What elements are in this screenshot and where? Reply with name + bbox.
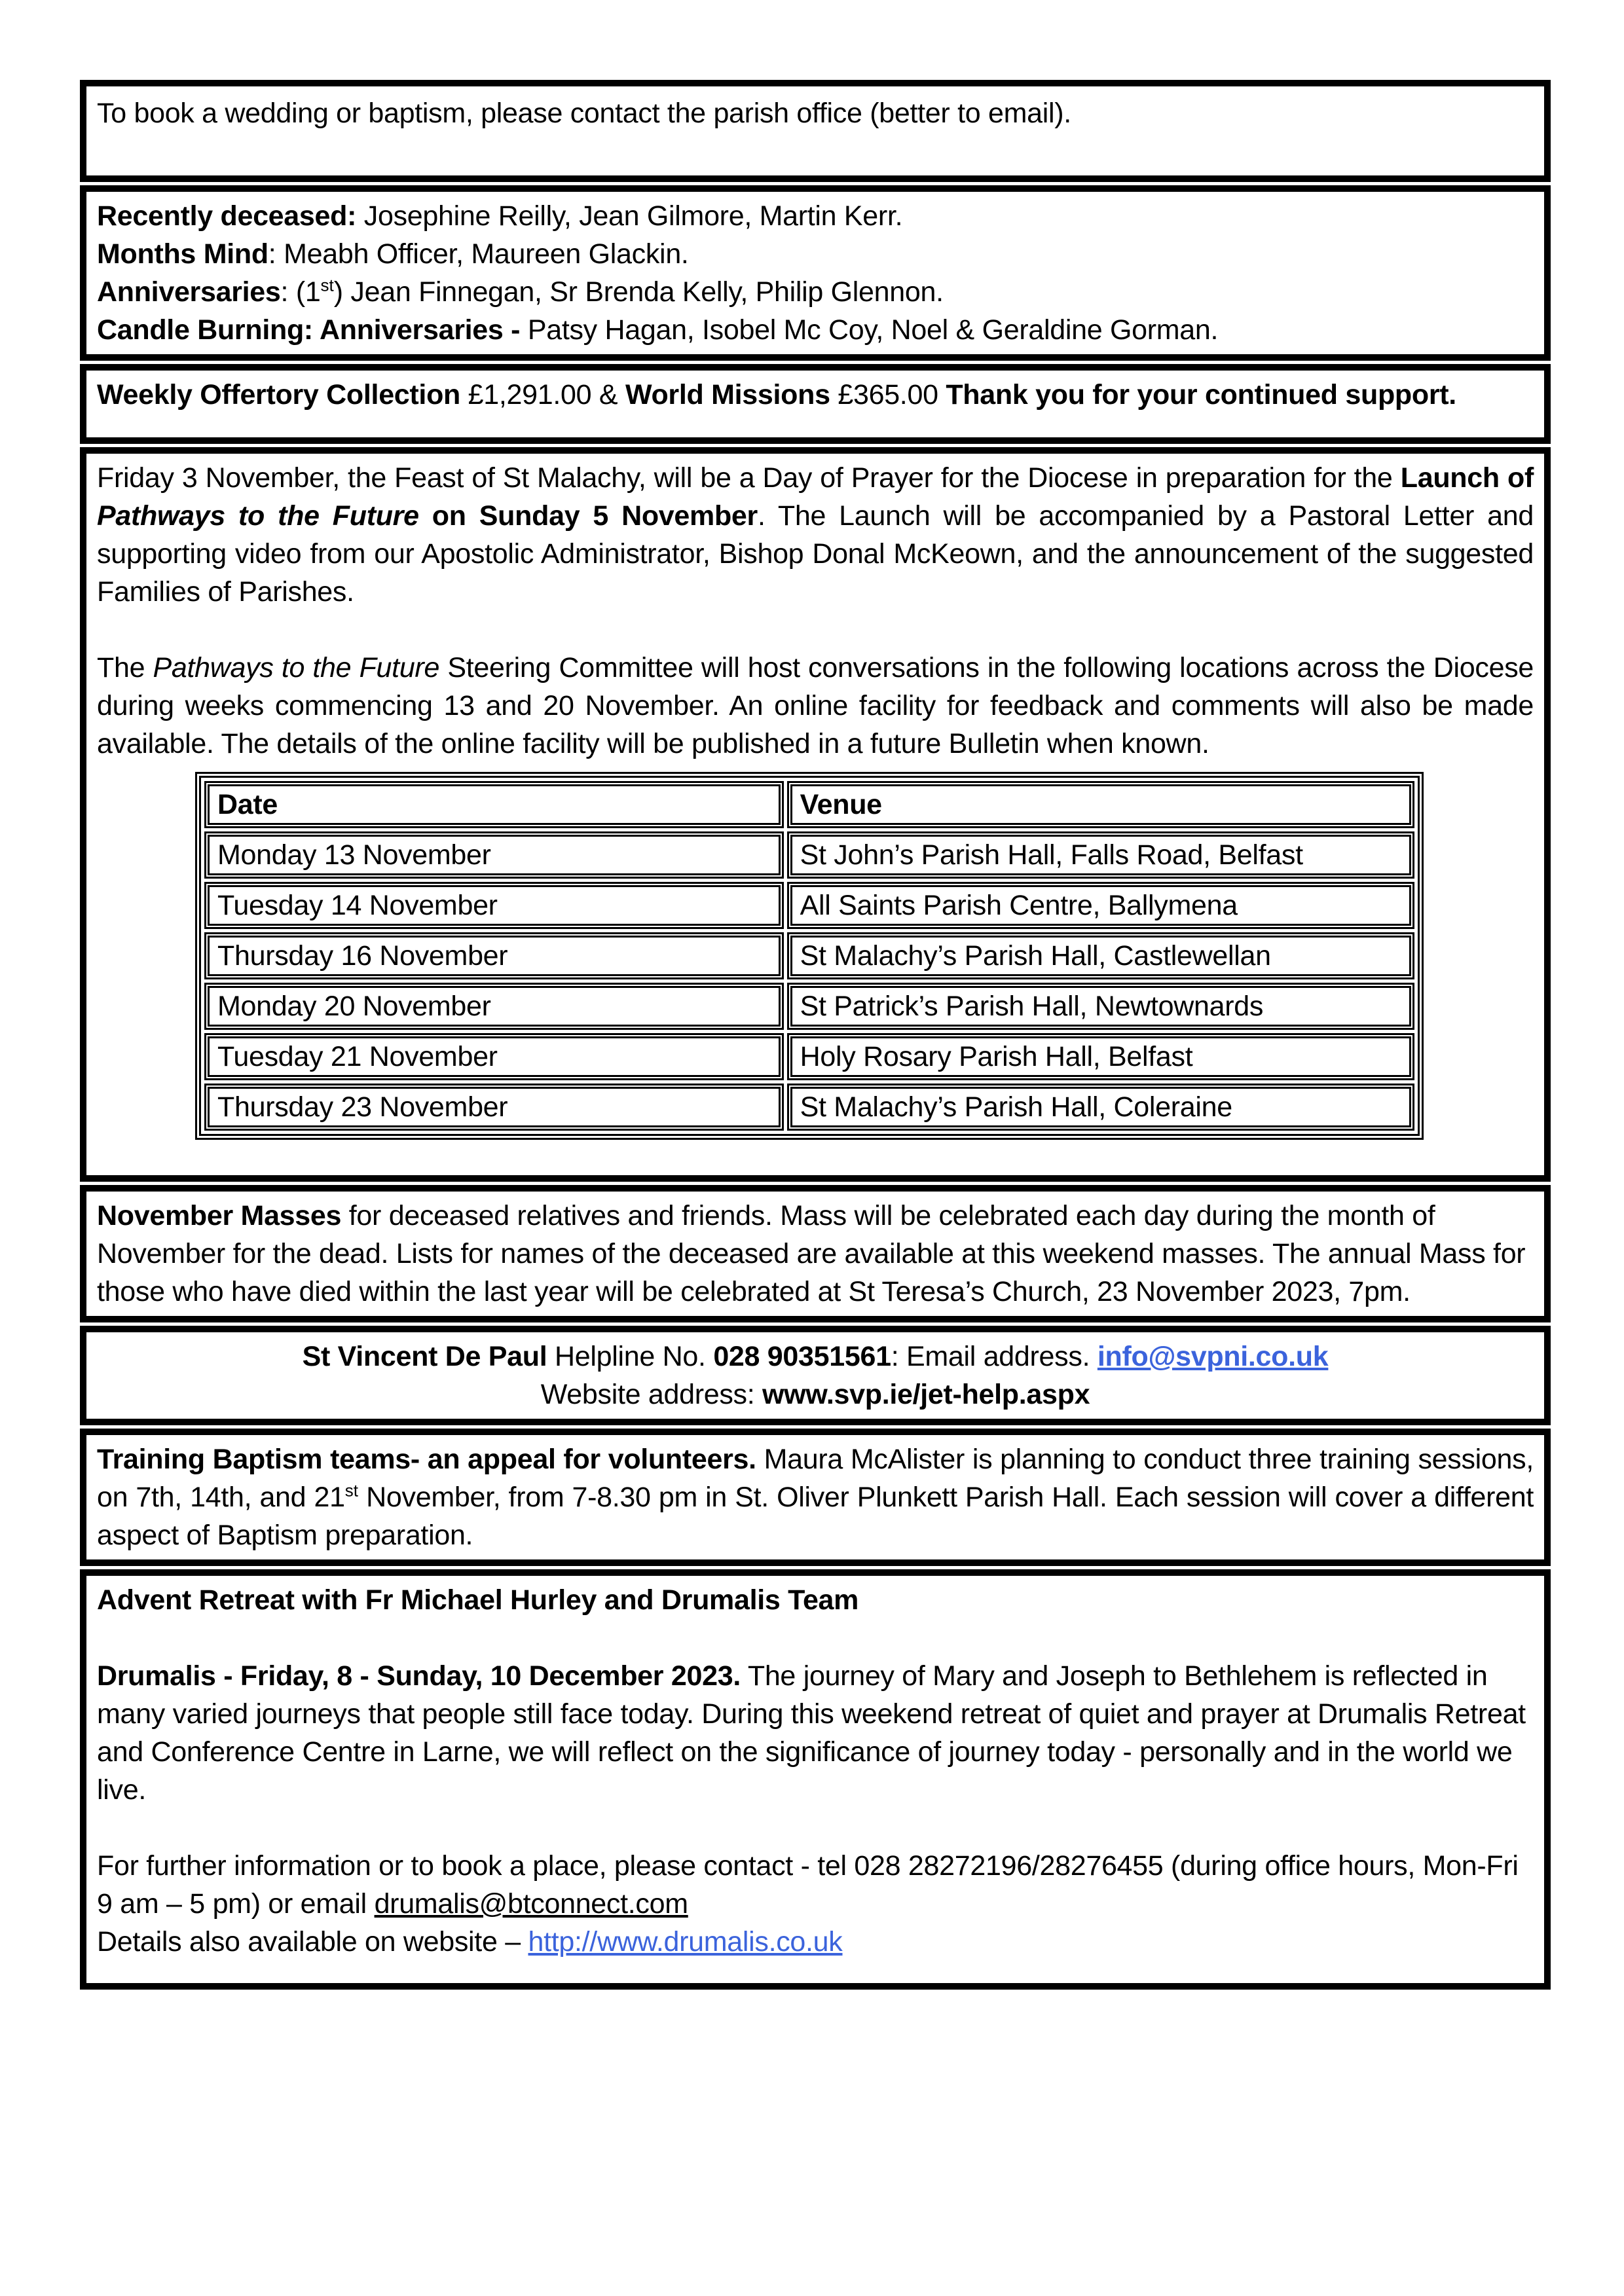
booking-text: To book a wedding or baptism, please contact the parish office (better to email). [97,98,1071,129]
candle-burning-label: Candle Burning: Anniversaries - [97,314,521,346]
date-cell: Monday 13 November [204,831,784,879]
advent-retreat-box [80,1569,1551,1990]
svp-helpline-line [97,1338,1534,1376]
advent-contact-paragraph [97,1847,1534,1923]
steering-committee-paragraph [97,649,1534,763]
steering-post: Steering Committee will host conversations in the following locations across the Diocese during weeks commencing 13 and 20 November. An online facility for feedback and comments will also be made available. The details of the online facility will be published in a future Bulletin when known. [97,652,1534,759]
spacer [97,1809,1534,1847]
baptism-training-post: November, from 7-8.30 pm in St. Oliver Plunkett Parish Hall. Each session will cover a different aspect of Baptism preparation. [97,1482,1534,1551]
candle-burning-names: Patsy Hagan, Isobel Mc Coy, Noel & Geraldine Gorman. [520,314,1219,346]
venue-column-header: Venue [787,781,1414,828]
day-of-prayer-pre: Friday 3 November, the Feast of St Malachy, will be a Day of Prayer for the Diocese in preparation for the [97,462,1401,494]
bulletin-page [80,80,1551,1993]
pathways-launch-box [80,447,1551,1182]
date-cell: Monday 20 November [204,983,784,1030]
booking-notice-box [80,80,1551,182]
advent-retreat-paragraph [97,1657,1534,1809]
svp-website-label: Website address: [540,1379,763,1410]
day-of-prayer-paragraph [97,459,1534,611]
november-masses-paragraph [97,1197,1534,1311]
baptism-training-paragraph [97,1440,1534,1554]
date-cell: Tuesday 14 November [204,882,784,929]
svp-helpline-label: Helpline No. [547,1341,714,1372]
launch-date: on Sunday 5 November [418,500,758,532]
recently-deceased-label: Recently deceased: [97,200,357,232]
venue-cell: St Patrick’s Parish Hall, Newtownards [787,983,1414,1030]
offertory-label: Weekly Offertory Collection [97,379,461,410]
baptism-training-label: Training Baptism teams- an appeal for volunteers. [97,1444,756,1475]
november-masses-text: for deceased relatives and friends. Mass will be celebrated each day during the month of November for the dead. Lists for names of the deceased are available at this weekend masses. The annual Mass for those who have died within the last year will be celebrated at St Teresa’s Church, 23 November 2023, 7pm. [97,1200,1526,1307]
ordinal-suffix: st [344,1480,358,1501]
candle-burning-line [97,311,1534,349]
date-cell: Thursday 16 November [204,932,784,979]
world-missions-amount: £365.00 [830,379,946,410]
table-row [204,983,1414,1030]
baptism-training-box [80,1429,1551,1566]
november-masses-box [80,1185,1551,1322]
svp-website-url: www.svp.ie/jet-help.aspx [762,1379,1090,1410]
november-masses-label: November Masses [97,1200,342,1231]
table-row [204,1084,1414,1131]
spacer [97,611,1534,649]
svp-website-line [97,1376,1534,1413]
svp-name: St Vincent De Paul [302,1341,547,1372]
months-mind-names: : Meabh Officer, Maureen Glackin. [268,238,689,270]
pathways-title: Pathways to the Future [97,500,419,532]
offertory-box [80,364,1551,444]
world-missions-label: World Missions [625,379,830,410]
launch-label: Launch of [1400,462,1534,494]
anniversaries-label: Anniversaries [97,276,281,308]
drumalis-website-link[interactable]: http://www.drumalis.co.uk [528,1926,843,1958]
venue-cell: St Malachy’s Parish Hall, Coleraine [787,1084,1414,1131]
table-row [204,1033,1414,1080]
advent-details-text: Details also available on website – [97,1926,528,1958]
svp-email-link[interactable]: info@svpni.co.uk [1097,1341,1329,1372]
advent-dates-label: Drumalis - Friday, 8 - Sunday, 10 December 2023. [97,1660,741,1692]
svp-contact-box [80,1326,1551,1425]
schedule-table [195,772,1424,1140]
offertory-amount: £1,291.00 & [460,379,625,410]
months-mind-label: Months Mind [97,238,268,270]
recently-deceased-names: Josephine Reilly, Jean Gilmore, Martin Kerr. [356,200,903,232]
spacer [97,132,1534,170]
day-of-prayer-post: . The Launch will be accompanied by a Pastoral Letter and supporting video from our Apostolic Administrator, Bishop Donal McKeown, and the announcement of the suggested Families of Parishes. [97,500,1534,608]
advent-details-line [97,1923,1534,1961]
offertory-thanks: Thank you for your continued support. [946,379,1456,410]
pathways-title-italic: Pathways to the Future [153,652,440,683]
steering-pre: The [97,652,153,683]
venue-cell: Holy Rosary Parish Hall, Belfast [787,1033,1414,1080]
drumalis-email-link[interactable]: drumalis@btconnect.com [374,1888,688,1920]
months-mind-line [97,235,1534,273]
date-column-header: Date [204,781,784,828]
anniversaries-line [97,273,1534,311]
table-row [204,882,1414,929]
svp-phone: 028 90351561 [713,1341,891,1372]
advent-description: The journey of Mary and Joseph to Bethlehem is reflected in many varied journeys that people still face today. During this weekend retreat of quiet and prayer at Drumalis Retreat and Conference Centre in Larne, we will reflect on the significance of journey today - personally and in the world we live. [97,1660,1526,1806]
venue-cell: All Saints Parish Centre, Ballymena [787,882,1414,929]
recently-deceased-line [97,197,1534,235]
date-cell: Tuesday 21 November [204,1033,784,1080]
anniversaries-names: ) Jean Finnegan, Sr Brenda Kelly, Philip Glennon. [333,276,944,308]
advent-retreat-heading: Advent Retreat with Fr Michael Hurley and Drumalis Team [97,1584,859,1616]
table-row [204,831,1414,879]
baptism-training-pre: Maura McAlister is planning to conduct three training sessions, on 7th, 14th, and 21 [97,1444,1534,1513]
ordinal-suffix: st [320,275,334,295]
svp-email-label: : Email address. [891,1341,1098,1372]
anniversaries-pre: : (1 [280,276,321,308]
date-cell: Thursday 23 November [204,1084,784,1131]
deceased-notices-box [80,185,1551,361]
venue-cell: St John’s Parish Hall, Falls Road, Belfast [787,831,1414,879]
spacer [97,1619,1534,1657]
table-header-row [204,781,1414,828]
table-row [204,932,1414,979]
spacer [97,1140,1534,1170]
advent-contact-text: For further information or to book a place, please contact - tel 028 28272196/28276455 (during office hours, Mon-Fri 9 am – 5 pm) or email [97,1850,1519,1920]
venue-cell: St Malachy’s Parish Hall, Castlewellan [787,932,1414,979]
offertory-line [97,376,1534,414]
